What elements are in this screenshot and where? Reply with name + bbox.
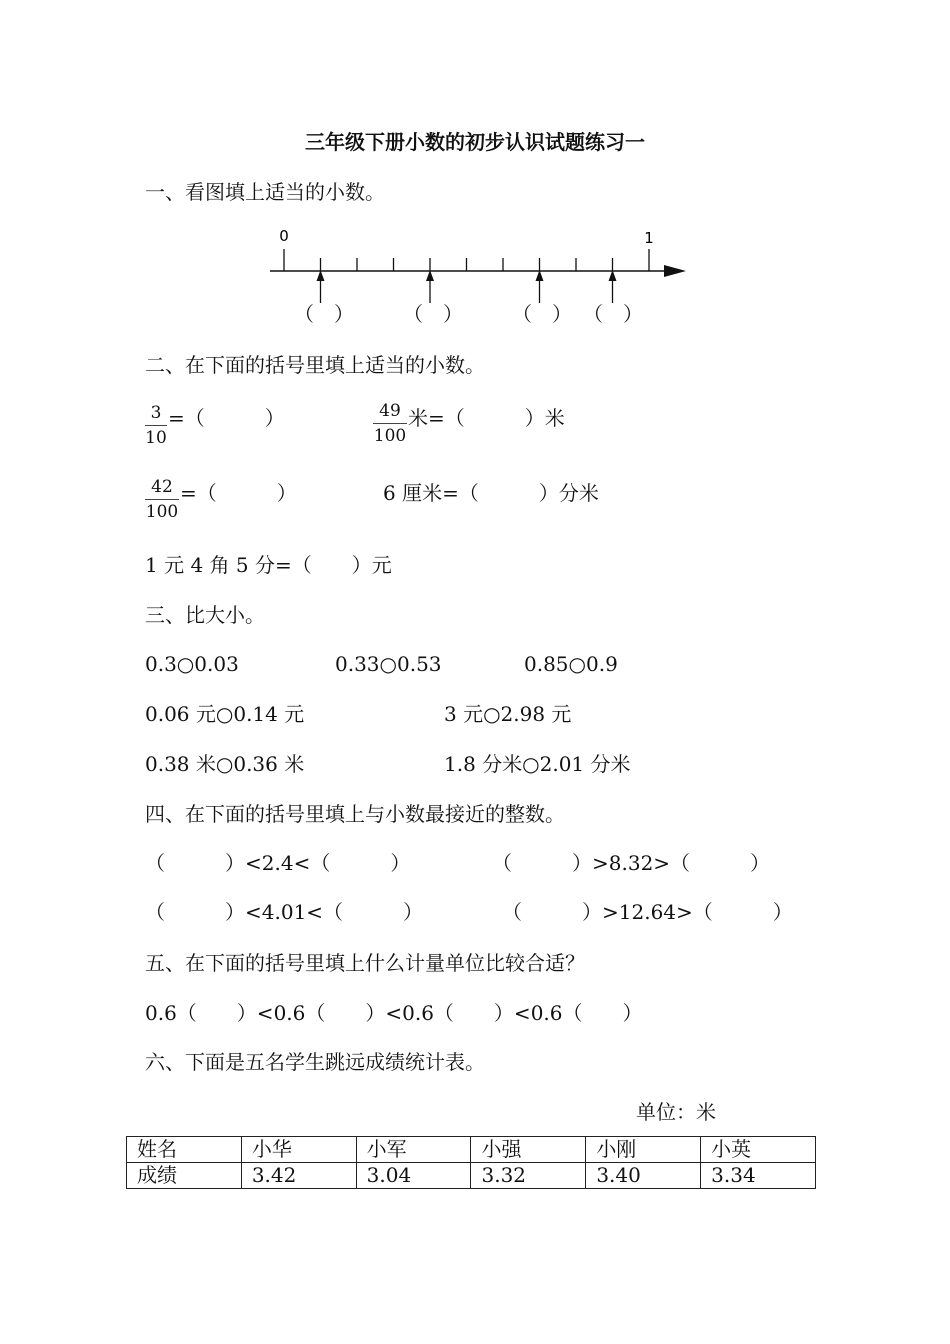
section1-heading: 一、看图填上适当的小数。	[145, 180, 385, 204]
fraction-49-100	[373, 401, 407, 446]
fraction-bar	[373, 423, 407, 424]
nearest-integer-item-1[interactable]: （ ）<2.4<（ ）	[145, 851, 411, 875]
fraction-denominator: 10	[145, 428, 167, 448]
fraction-1-blank[interactable]: =（ ）	[168, 406, 285, 430]
table-cell: 小华	[241, 1137, 356, 1163]
fraction-denominator: 100	[373, 426, 407, 446]
long-jump-score-table	[126, 1136, 816, 1189]
section6-heading: 六、下面是五名学生跳远成绩统计表。	[145, 1050, 485, 1074]
number-line-blank-1[interactable]: （ ）	[294, 302, 354, 326]
number-line-blank-3[interactable]: （ ）	[512, 302, 572, 326]
number-line-pointer-arrow-3	[536, 270, 544, 303]
fraction-denominator: 100	[145, 502, 179, 522]
fraction-2-blank[interactable]: 米=（ ）米	[408, 406, 565, 430]
compare-item-5[interactable]: 3 元○2.98 元	[444, 702, 572, 726]
number-line-blank-2[interactable]: （ ）	[403, 302, 463, 326]
table-cell: 小军	[356, 1137, 471, 1163]
table-cell: 3.04	[356, 1163, 471, 1189]
number-line-start-label: 0	[279, 227, 289, 245]
fraction-3-blank[interactable]: =（ ）	[180, 481, 297, 505]
compare-item-4[interactable]: 0.06 元○0.14 元	[145, 702, 305, 726]
compare-item-1[interactable]: 0.3○0.03	[145, 652, 239, 676]
nearest-integer-item-4[interactable]: （ ）>12.64>（ ）	[502, 900, 793, 924]
table-cell: 3.32	[471, 1163, 586, 1189]
fraction-numerator: 49	[379, 401, 401, 421]
conversion-centimeter[interactable]: 6 厘米=（ ）分米	[383, 481, 599, 505]
unit-fill-line[interactable]: 0.6（ ）<0.6（ ）<0.6（ ）<0.6（ ）	[145, 1001, 643, 1025]
compare-item-2[interactable]: 0.33○0.53	[335, 652, 442, 676]
number-line-pointer-arrow-2	[426, 270, 434, 303]
table-row	[127, 1163, 816, 1189]
table-cell: 小强	[471, 1137, 586, 1163]
section3-heading: 三、比大小。	[145, 603, 265, 627]
nearest-integer-item-2[interactable]: （ ）>8.32>（ ）	[492, 851, 771, 875]
nearest-integer-item-3[interactable]: （ ）<4.01<（ ）	[145, 900, 424, 924]
compare-item-6[interactable]: 0.38 米○0.36 米	[145, 752, 305, 776]
fraction-42-100	[145, 477, 179, 522]
fraction-numerator: 3	[150, 403, 162, 423]
number-line-blank-4[interactable]: （ ）	[583, 302, 643, 326]
table-cell: 成绩	[127, 1163, 242, 1189]
conversion-yuan[interactable]: 1 元 4 角 5 分=（ ）元	[145, 553, 392, 577]
table-header-row	[127, 1137, 816, 1163]
number-line-ticks	[284, 249, 649, 271]
table-cell: 小英	[701, 1137, 816, 1163]
number-line-end-label: 1	[644, 229, 654, 247]
compare-item-3[interactable]: 0.85○0.9	[524, 652, 618, 676]
table-cell: 小刚	[586, 1137, 701, 1163]
table-cell: 姓名	[127, 1137, 242, 1163]
number-line-pointer-arrow-1	[317, 270, 325, 303]
compare-item-7[interactable]: 1.8 分米○2.01 分米	[444, 752, 631, 776]
number-line-figure	[0, 222, 950, 332]
table-unit-label: 单位：米	[636, 1100, 716, 1124]
section2-heading: 二、在下面的括号里填上适当的小数。	[145, 353, 485, 377]
fraction-numerator: 42	[151, 477, 173, 497]
fraction-3-10	[145, 403, 167, 448]
number-line-arrows	[317, 270, 617, 303]
number-line-pointer-arrow-4	[609, 270, 617, 303]
section5-heading: 五、在下面的括号里填上什么计量单位比较合适？	[145, 951, 585, 975]
table-cell: 3.40	[586, 1163, 701, 1189]
table-cell: 3.34	[701, 1163, 816, 1189]
section4-heading: 四、在下面的括号里填上与小数最接近的整数。	[145, 802, 565, 826]
table-cell: 3.42	[241, 1163, 356, 1189]
page-title: 三年级下册小数的初步认识试题练习一	[305, 130, 645, 154]
number-line-arrowhead	[664, 265, 686, 277]
fraction-bar	[145, 499, 179, 500]
fraction-bar	[145, 425, 167, 426]
